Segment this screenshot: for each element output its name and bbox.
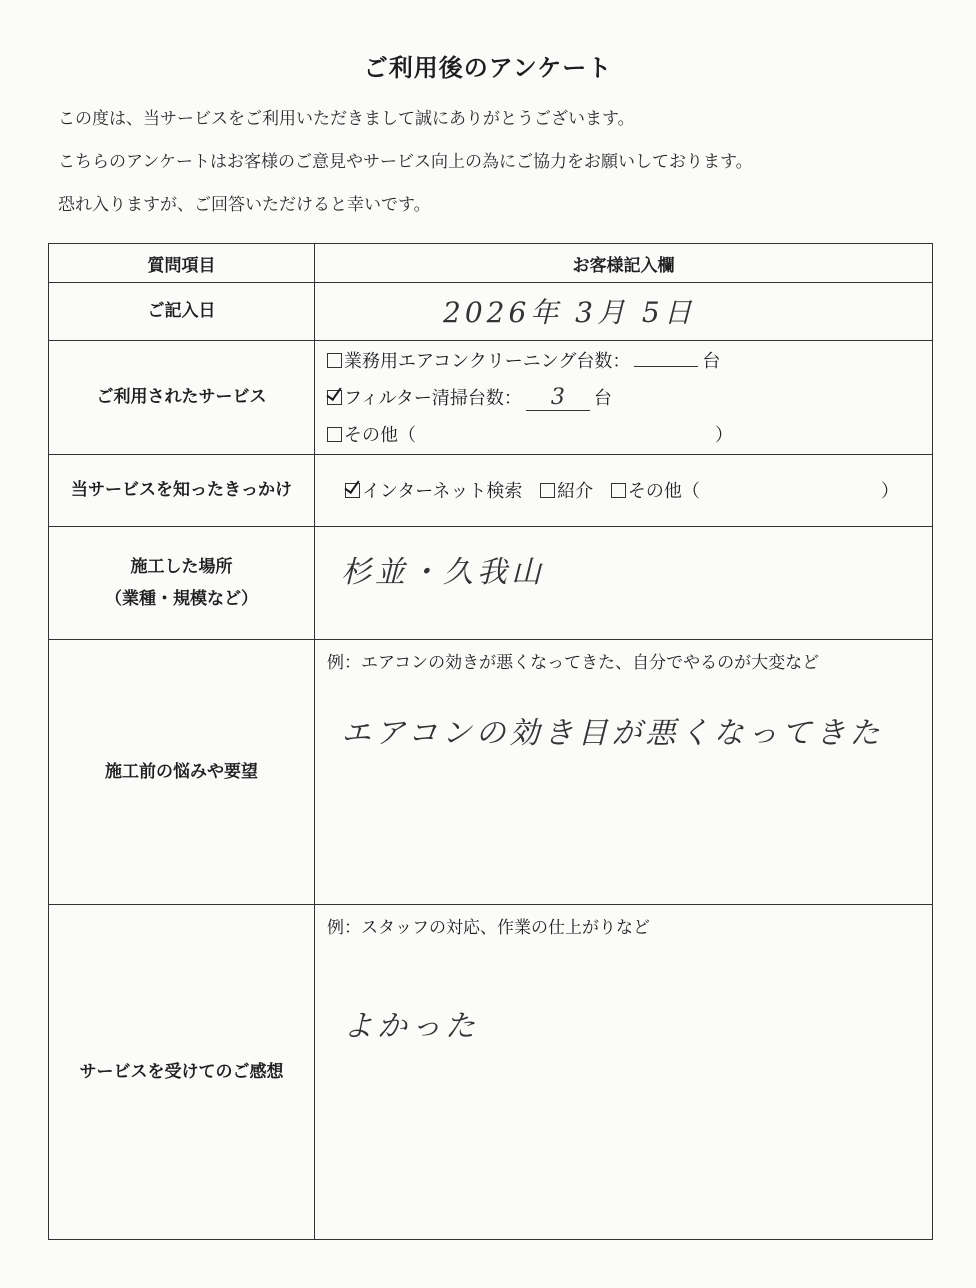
table-row-impression	[49, 905, 933, 1240]
question-service: ご利用されたサービス	[49, 341, 315, 455]
column-header-answer: お客様記入欄	[315, 244, 933, 283]
intro-text: こちらのアンケートはお客様のご意見やサービス向上の為にご協力をお願いしております。	[58, 152, 753, 172]
table-row-source	[49, 455, 933, 527]
checkbox-internet[interactable]	[345, 483, 360, 498]
question-date: ご記入日	[49, 283, 315, 341]
source-option-referral[interactable]	[540, 481, 593, 502]
unit-label: 台	[702, 351, 721, 372]
intro-text: 恐れ入りますが、ご回答いただけると幸いです。	[58, 195, 431, 215]
option-label: 業務用エアコンクリーニング台数：	[344, 351, 631, 372]
handwritten-worry: エアコンの効き目が悪くなってきた	[341, 716, 884, 751]
column-header-question: 質問項目	[49, 244, 315, 283]
option-label: インターネット検索	[362, 481, 523, 502]
option-label: 紹介	[557, 481, 594, 502]
unit-label: 台	[593, 388, 612, 409]
example-text: 例：エアコンの効きが悪くなってきた、自分でやるのが大変など	[327, 653, 820, 673]
example-text: 例：スタッフの対応、作業の仕上がりなど	[327, 918, 650, 938]
paren-close: ）	[881, 481, 899, 502]
survey-table	[48, 243, 933, 1240]
source-option-internet[interactable]	[345, 481, 522, 502]
table-row-service	[49, 341, 933, 455]
question-worry: 施工前の悩みや要望	[49, 640, 315, 905]
paren-close: ）	[715, 425, 733, 446]
answer-place[interactable]	[315, 527, 933, 640]
source-option-other[interactable]	[611, 481, 700, 502]
answer-source	[315, 455, 933, 527]
question-place-line2: （業種・規模など）	[105, 589, 258, 609]
table-row-worry	[49, 640, 933, 905]
checkbox-filter[interactable]	[327, 390, 342, 405]
option-label: フィルター清掃台数：	[344, 388, 522, 409]
answer-worry[interactable]	[315, 640, 933, 905]
question-impression: サービスを受けてのご感想	[49, 905, 315, 1240]
table-header-row	[49, 244, 933, 283]
answer-date[interactable]	[315, 283, 933, 341]
option-label: その他（	[344, 425, 416, 446]
service-option-other[interactable]	[327, 421, 733, 447]
checkbox-aircon[interactable]	[327, 353, 342, 368]
table-row-place	[49, 527, 933, 640]
handwritten-impression: よかった	[343, 1009, 479, 1044]
option-label: その他（	[627, 481, 700, 502]
checkbox-referral[interactable]	[540, 483, 555, 498]
checkbox-other[interactable]	[327, 427, 342, 442]
question-place-line1: 施工した場所	[130, 556, 233, 577]
aircon-count-field[interactable]	[634, 366, 698, 367]
answer-impression[interactable]	[315, 905, 933, 1240]
checkbox-source-other[interactable]	[611, 483, 626, 498]
source-options	[345, 477, 905, 503]
service-option-filter[interactable]	[327, 384, 612, 411]
handwritten-place: 杉並・久我山	[341, 555, 545, 590]
service-option-aircon[interactable]	[327, 347, 720, 373]
answer-service	[315, 341, 933, 455]
table-row-date	[49, 283, 933, 341]
question-place	[49, 527, 315, 640]
filter-count-field[interactable]: 3	[526, 385, 590, 411]
question-source: 当サービスを知ったきっかけ	[49, 455, 315, 527]
page-title: ご利用後のアンケート	[363, 54, 613, 82]
intro-text: この度は、当サービスをご利用いただきまして誠にありがとうございます。	[58, 109, 635, 129]
handwritten-date: 2026年 3月 5日	[443, 296, 696, 329]
